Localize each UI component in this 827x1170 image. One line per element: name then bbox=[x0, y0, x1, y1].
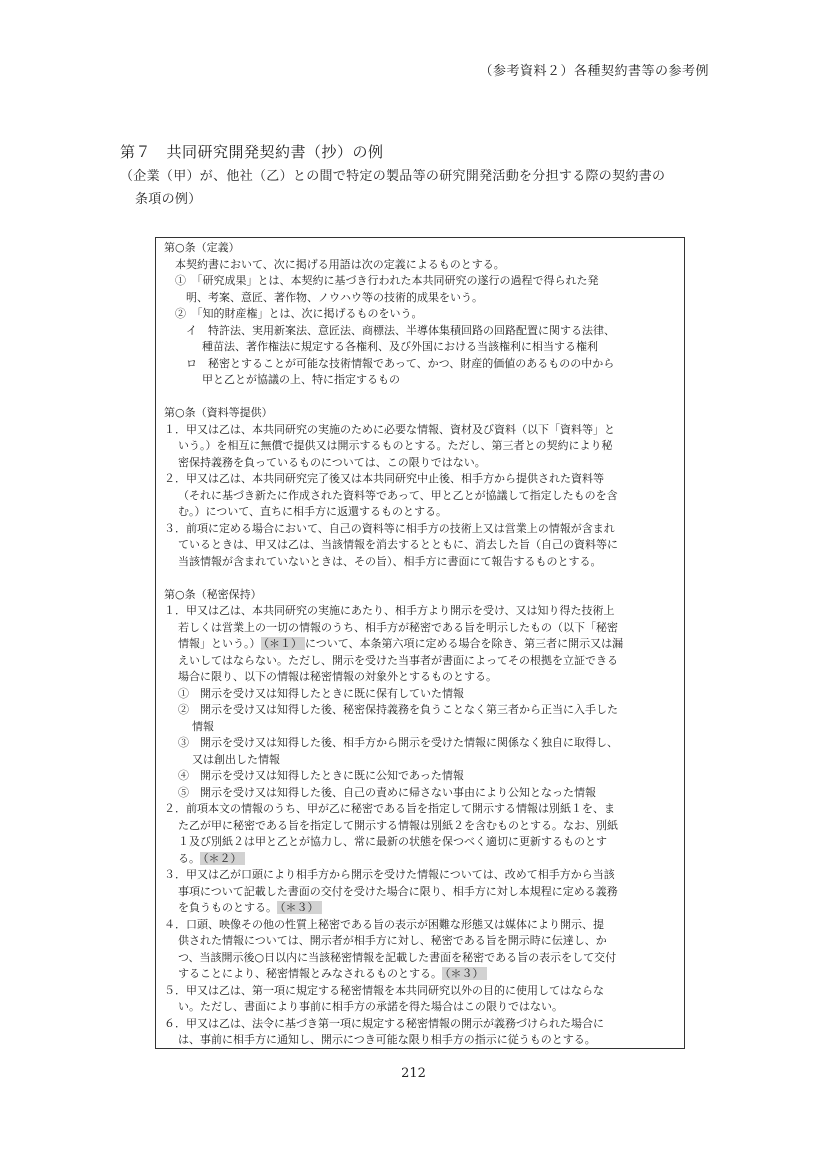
clause-line bbox=[164, 917, 676, 934]
clause-text: ６．甲又は乙は、法令に基づき第一項に規定する秘密情報の開示が義務づけられた場合に bbox=[164, 1016, 604, 1030]
note-marker: （＊１） bbox=[261, 637, 306, 650]
clause-line bbox=[164, 752, 676, 769]
clause-text: 甲と乙とが協議の上、特に指定するもの bbox=[202, 373, 400, 386]
clause-line bbox=[164, 966, 676, 983]
clause-text: １．甲又は乙は、本共同研究の実施にあたり、相手方より開示を受け、又は知り得た技術上 bbox=[164, 604, 615, 617]
clause-text: る。 bbox=[178, 851, 200, 865]
clause-line bbox=[164, 620, 676, 637]
clause-line bbox=[164, 669, 676, 686]
clause-text: 明、考案、意匠、著作物、ノウハウ等の技術的成果をいう。 bbox=[186, 290, 483, 304]
clause-text: ① 「研究成果」とは、本契約に基づき行われた本共同研究の遂行の過程で得られた発 bbox=[175, 274, 599, 287]
clause-line bbox=[164, 768, 676, 785]
clause-text-continued: について、本条第六項に定める場合を除き、第三者に開示又は漏 bbox=[305, 637, 624, 650]
clause-text: 本契約書において、次に掲げる用語は次の定義によるものとする。 bbox=[175, 257, 505, 271]
clause-line bbox=[164, 884, 676, 901]
clause-text: （それに基づき新たに作成された資料等であって、甲と乙とが協議して指定したものを含 bbox=[178, 488, 618, 502]
clause-line bbox=[164, 785, 676, 802]
clause-line bbox=[164, 834, 676, 851]
note-marker: （＊３） bbox=[442, 967, 487, 980]
clause-line bbox=[164, 636, 676, 653]
clause-line bbox=[164, 323, 676, 340]
clause-line bbox=[164, 867, 676, 884]
clause-text: １及び別紙２は甲と乙とが協力し、常に最新の状態を保つべく適切に更新するものとす bbox=[178, 835, 607, 848]
clause-line bbox=[164, 306, 676, 323]
clause-line bbox=[164, 686, 676, 703]
clause-text: 情報 bbox=[192, 719, 214, 733]
clause-line bbox=[164, 801, 676, 818]
section-subtitle bbox=[120, 165, 720, 211]
clause-text: ５．甲又は乙は、第一項に規定する秘密情報を本共同研究以外の目的に使用してはならな bbox=[164, 983, 604, 997]
clause-line bbox=[164, 455, 676, 472]
clause-text: 第○条（定義） bbox=[164, 241, 240, 254]
clause-text: 当該情報が含まれていないときは、その旨）、相手方に書面にて報告するものとする。 bbox=[178, 554, 602, 568]
clause-text: 第○条（資料等提供） bbox=[164, 406, 273, 419]
clause-line bbox=[164, 1032, 676, 1049]
clause-line bbox=[164, 422, 676, 439]
clause-text: を負うものとする。 bbox=[178, 901, 277, 914]
clause-line bbox=[164, 273, 676, 290]
clause-line bbox=[164, 471, 676, 488]
header-reference: （参考資料２）各種契約書等の参考例 bbox=[479, 64, 709, 79]
clause-line bbox=[164, 521, 676, 538]
clause-text: た乙が甲に秘密である旨を指定して開示する情報は別紙２を含むものとする。なお、別紙 bbox=[178, 818, 618, 832]
clause-text: ② 「知的財産権」とは、次に掲げるものをいう。 bbox=[175, 307, 423, 320]
clause-text: 情報」という。） bbox=[178, 637, 261, 650]
blank-line bbox=[164, 570, 676, 587]
clause-text: 供された情報については、開示者が相手方に対し、秘密である旨を開示時に伝達し、か bbox=[178, 934, 607, 947]
clause-text: ① 開示を受け又は知得したときに既に保有していた情報 bbox=[178, 686, 464, 700]
section-title: 第７ 共同研究開発契約書（抄）の例 bbox=[120, 143, 384, 161]
clause-line bbox=[164, 257, 676, 274]
clause-line bbox=[164, 504, 676, 521]
contract-clauses-box bbox=[155, 237, 685, 1049]
clause-text: ているときは、甲又は乙は、当該情報を消去するとともに、消去した旨（自己の資料等に bbox=[178, 538, 618, 551]
clause-text: ３．前項に定める場合において、自己の資料等に相手方の技術上又は営業上の情報が含まれ bbox=[164, 521, 615, 535]
subtitle-line-2: 条項の例） bbox=[135, 192, 202, 207]
clause-line bbox=[164, 554, 676, 571]
clause-line bbox=[164, 339, 676, 356]
clause-line bbox=[164, 356, 676, 373]
clause-line bbox=[164, 1016, 676, 1033]
clause-line bbox=[164, 438, 676, 455]
clause-line bbox=[164, 851, 676, 868]
clause-text: つ、当該開示後○日以内に当該秘密情報を記載した書面を秘密である旨の表示をして交付 bbox=[178, 950, 617, 964]
clause-text: ③ 開示を受け又は知得した後、相手方から開示を受けた情報に関係なく独自に取得し、 bbox=[178, 736, 618, 749]
clause-text: は、事前に相手方に通知し、開示につき可能な限り相手方の指示に従うものとする。 bbox=[178, 1033, 596, 1046]
clause-text: えいしてはならない。ただし、開示を受けた当事者が書面によってその根拠を立証できる bbox=[178, 653, 618, 667]
clause-line bbox=[164, 702, 676, 719]
clause-line bbox=[164, 999, 676, 1016]
clause-text: ② 開示を受け又は知得した後、秘密保持義務を負うことなく第三者から正当に入手した bbox=[178, 703, 618, 716]
clause-line bbox=[164, 603, 676, 620]
clause-text: む。）について、直ちに相手方に返還するものとする。 bbox=[178, 505, 448, 518]
clause-line bbox=[164, 735, 676, 752]
clause-text: イ 特許法、実用新案法、意匠法、商標法、半導体集積回路の回路配置に関する法律、 bbox=[186, 323, 615, 337]
clause-line bbox=[164, 818, 676, 835]
clause-text: 若しくは営業上の一切の情報のうち、相手方が秘密である旨を明示したもの（以下「秘密 bbox=[178, 620, 618, 634]
clause-text: 又は創出した情報 bbox=[192, 752, 280, 766]
subtitle-line-1: （企業（甲）が、他社（乙）との間で特定の製品等の研究開発活動を分担する際の契約書の bbox=[120, 169, 666, 184]
clause-text: 第○条（秘密保持） bbox=[164, 587, 262, 601]
note-marker: （＊２） bbox=[200, 852, 245, 865]
clause-line bbox=[164, 950, 676, 967]
clause-text: 事項について記載した書面の交付を受けた場合に限り、相手方に対し本規程に定める義務 bbox=[178, 884, 618, 898]
clause-text: ロ 秘密とすることが可能な技術情報であって、かつ、財産的価値のあるものの中から bbox=[186, 356, 615, 370]
page-number: 212 bbox=[401, 1066, 426, 1081]
clause-text: することにより、秘密情報とみなされるものとする。 bbox=[178, 967, 442, 980]
clause-line bbox=[164, 900, 676, 917]
clause-text: ２．前項本文の情報のうち、甲が乙に秘密である旨を指定して開示する情報は別紙１を、ま bbox=[164, 802, 615, 815]
clause-line bbox=[164, 290, 676, 307]
blank-line bbox=[164, 389, 676, 406]
clause-line bbox=[164, 372, 676, 389]
clause-text: ２．甲又は乙は、本共同研究完了後又は本共同研究中止後、相手方から提供された資料等 bbox=[164, 472, 604, 485]
clause-text: 密保持義務を負っているものについては、この限りではない。 bbox=[178, 455, 486, 469]
clause-text: い。ただし、書面により事前に相手方の承諾を得た場合はこの限りではない。 bbox=[178, 1000, 563, 1013]
clause-line bbox=[164, 983, 676, 1000]
note-marker: （＊３） bbox=[277, 901, 322, 914]
clause-line bbox=[164, 719, 676, 736]
clause-text: ④ 開示を受け又は知得したときに既に公知であった情報 bbox=[178, 769, 464, 782]
clause-text: ⑤ 開示を受け又は知得した後、自己の責めに帰さない事由により公知となった情報 bbox=[178, 785, 596, 799]
clause-text: 種苗法、著作権法に規定する各権利、及び外国における当該権利に相当する権利 bbox=[202, 340, 598, 353]
clause-text: 場合に限り、以下の情報は秘密情報の対象外とするものとする。 bbox=[178, 670, 497, 683]
clause-line bbox=[164, 933, 676, 950]
clause-text: ３．甲又は乙が口頭により相手方から開示を受けた情報については、改めて相手方から当該 bbox=[164, 868, 615, 881]
clause-line bbox=[164, 653, 676, 670]
clause-line bbox=[164, 240, 676, 257]
clause-line bbox=[164, 537, 676, 554]
clause-text: １．甲又は乙は、本共同研究の実施のために必要な情報、資材及び資料（以下「資料等」と bbox=[164, 422, 615, 436]
clause-line bbox=[164, 405, 676, 422]
clause-line bbox=[164, 587, 676, 604]
clause-line bbox=[164, 488, 676, 505]
clause-text: いう。）を相互に無償で提供又は開示するものとする。ただし、第三者との契約により秘 bbox=[178, 439, 613, 452]
clause-text: ４．口頭、映像その他の性質上秘密である旨の表示が困難な形態又は媒体により開示、提 bbox=[164, 917, 604, 931]
